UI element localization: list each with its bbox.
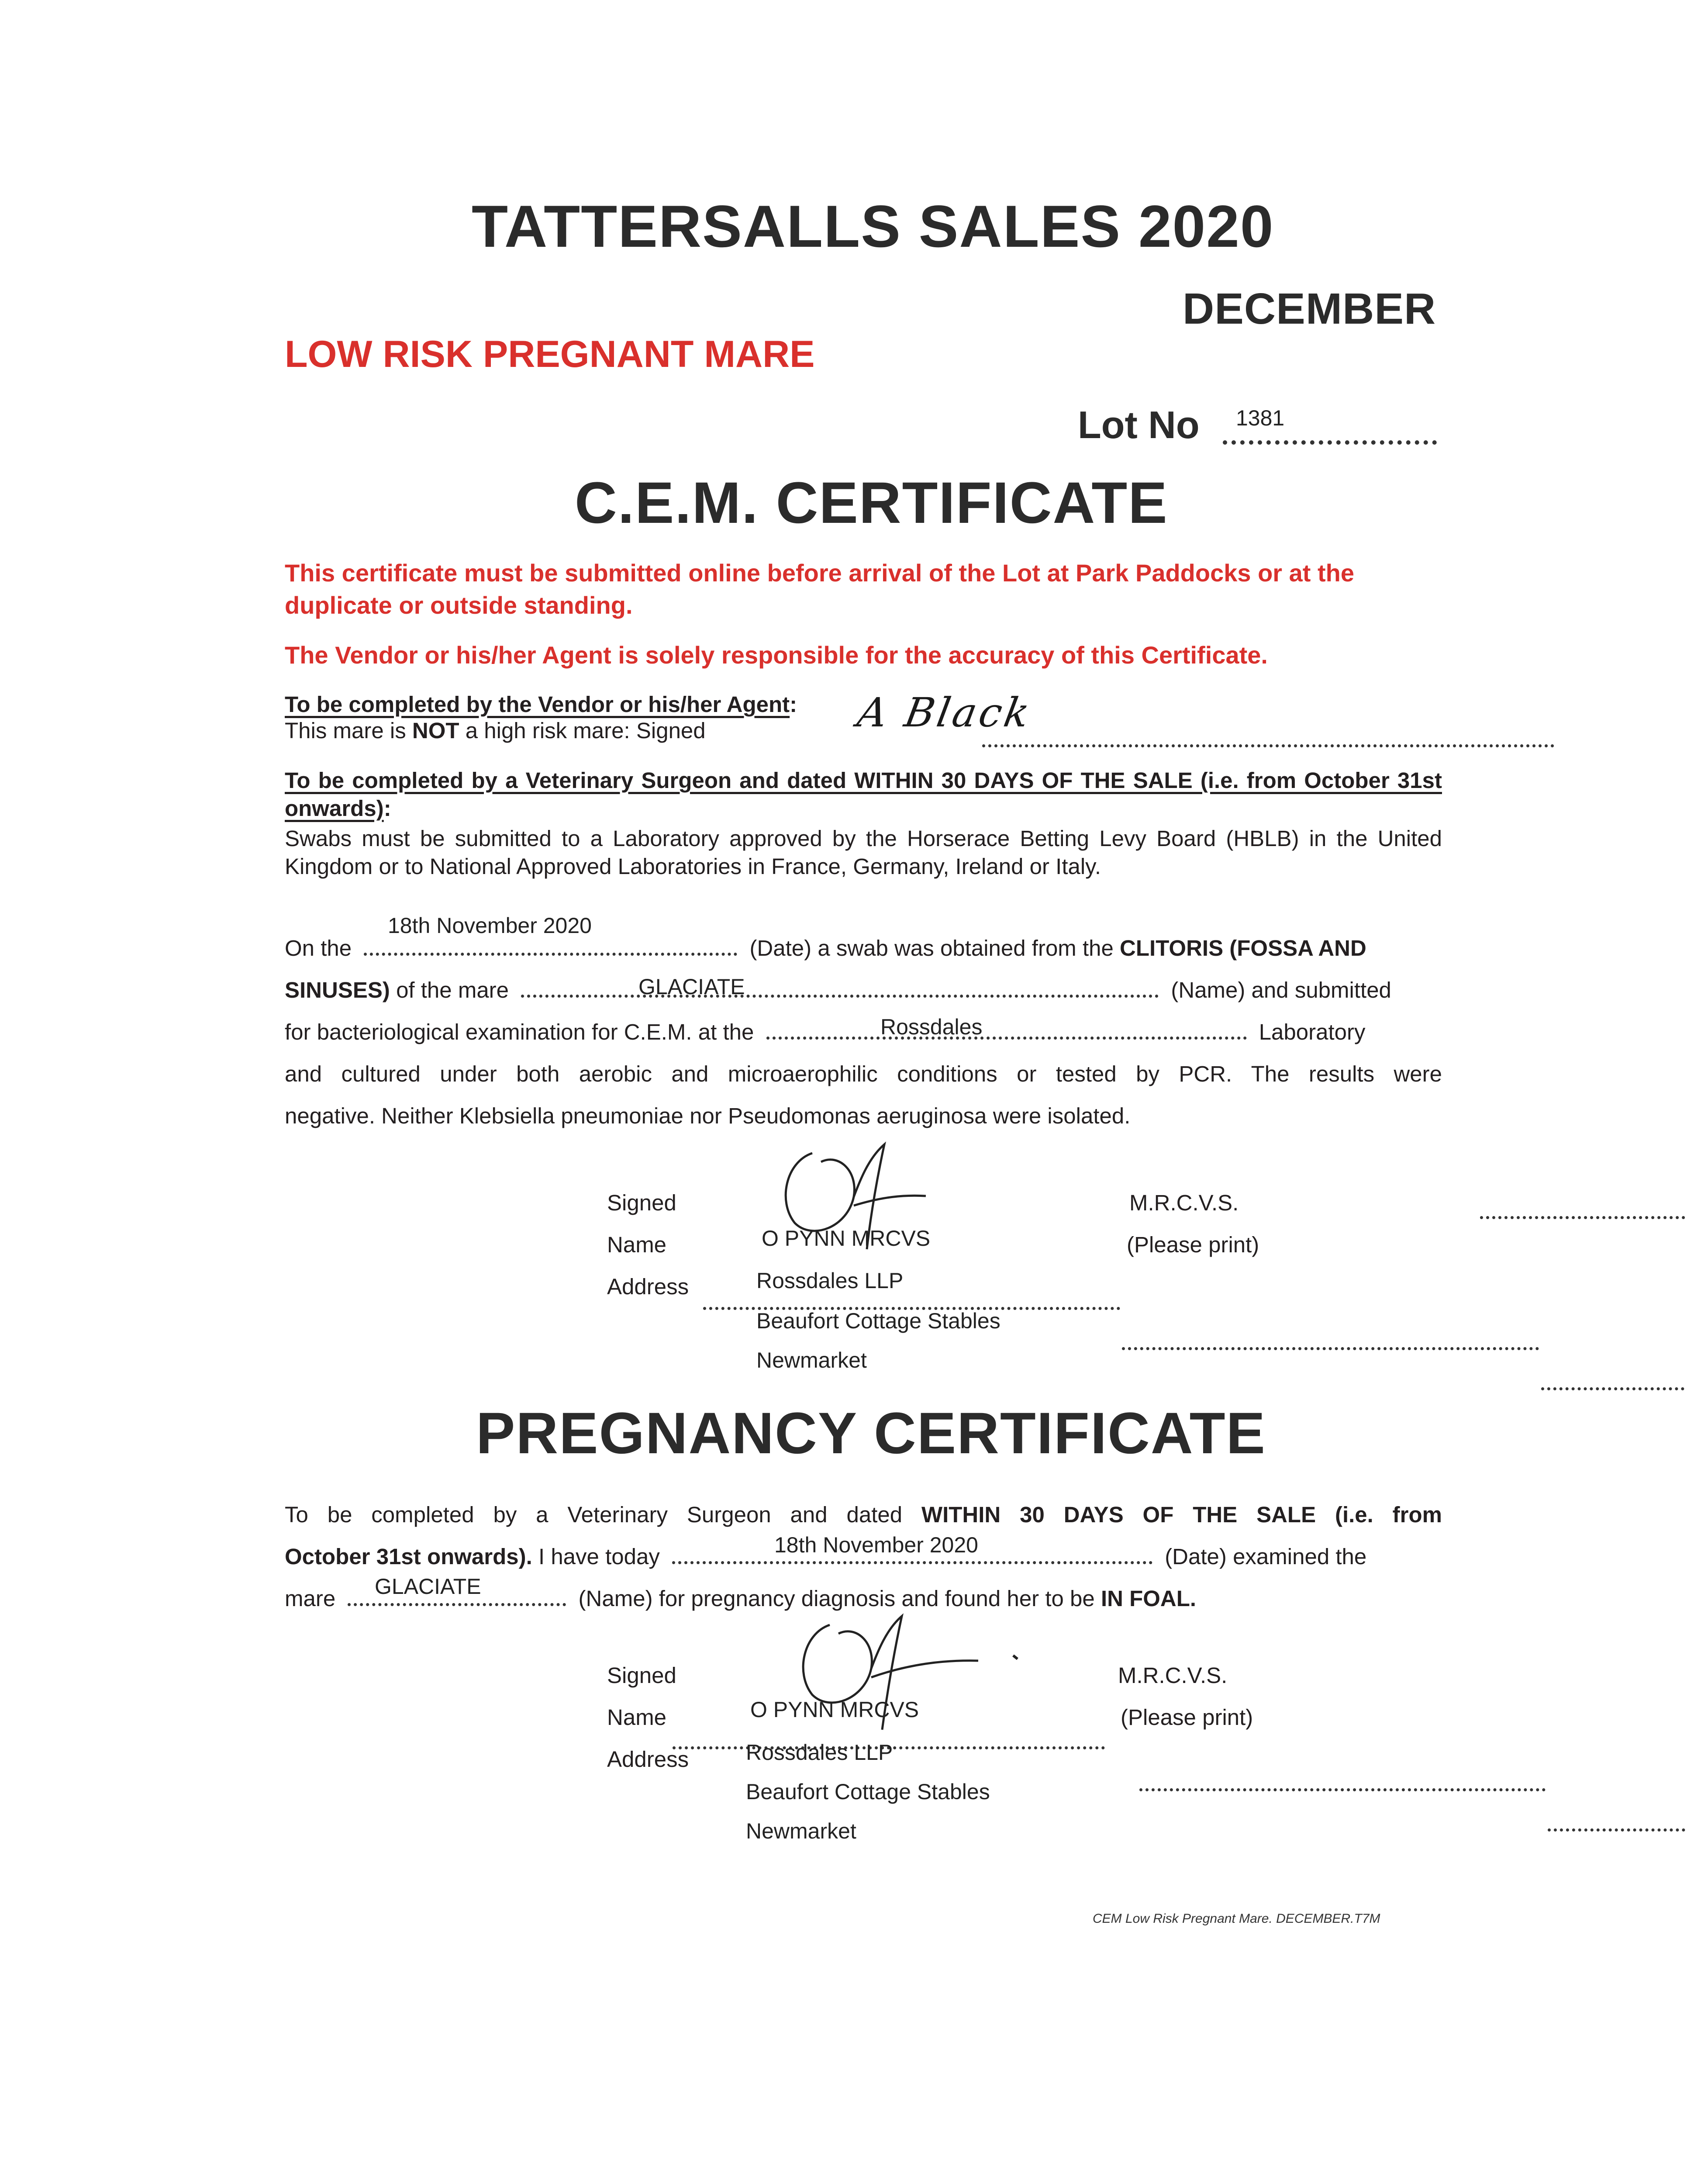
vendor-line-b: a high risk mare: Signed bbox=[465, 718, 706, 743]
cem-signed-label: Signed bbox=[607, 1190, 676, 1215]
vendor-line bbox=[285, 717, 706, 745]
preg-line-1-inner bbox=[285, 1501, 1442, 1529]
preg-address-dots-2 bbox=[1548, 1828, 1687, 1832]
clitoris: CLITORIS (FOSSA AND bbox=[1120, 936, 1366, 961]
vendor-heading-text: To be completed by the Vendor or his/her Agent bbox=[285, 692, 790, 717]
lot-dots bbox=[1223, 440, 1437, 445]
swab-text bbox=[285, 825, 1442, 881]
cem-lab-dots bbox=[766, 1036, 1247, 1040]
cem-address-1: Rossdales LLP bbox=[756, 1268, 904, 1293]
cem-title: C.E.M. CERTIFICATE bbox=[575, 470, 1168, 536]
lot-label: Lot No bbox=[1078, 403, 1200, 446]
form-code: CEM Low Risk Pregnant Mare. DECEMBER.T7M bbox=[1093, 1911, 1380, 1926]
on-the: On the bbox=[285, 936, 352, 961]
cem-mrcvs: M.R.C.V.S. bbox=[1129, 1190, 1239, 1215]
for-bact: for bacteriological examination for C.E.M. at the bbox=[285, 1019, 754, 1044]
vendor-sign-dots bbox=[982, 744, 1554, 747]
preg-line-1-a: To be completed by a Veterinary Surgeon and dated bbox=[285, 1502, 903, 1527]
cem-please-print: (Please print) bbox=[1127, 1232, 1259, 1257]
cem-address-dots-2 bbox=[1122, 1347, 1539, 1350]
preg-address-3: Newmarket bbox=[746, 1819, 856, 1843]
preg-line-2-c: (Date) examined the bbox=[1165, 1544, 1367, 1569]
cem-line-4 bbox=[285, 1060, 1442, 1088]
cem-date-dots bbox=[364, 952, 737, 956]
swab-text-content: Swabs must be submitted to a Laboratory approved by the Horserace Betting Levy Board (HBLB) in the United Kingdom or to National Approved Laboratories in France, Germany, Ireland or Italy. bbox=[285, 826, 1442, 879]
cem-signed-dots bbox=[1480, 1216, 1687, 1219]
cem-line-2 bbox=[285, 976, 1391, 1004]
cem-mare-value: GLACIATE bbox=[638, 975, 745, 999]
preg-line-2-b: I have today bbox=[538, 1544, 660, 1569]
preg-line-1 bbox=[285, 1501, 1442, 1529]
cem-mare-dots bbox=[521, 994, 1159, 998]
sale-month: DECEMBER bbox=[1183, 284, 1436, 333]
preg-please-print: (Please print) bbox=[1121, 1705, 1253, 1730]
cem-line-3 bbox=[285, 1018, 1366, 1046]
cem-date-value: 18th November 2020 bbox=[388, 913, 592, 938]
cem-line-1 bbox=[285, 934, 1442, 962]
cem-address-label: Address bbox=[607, 1274, 689, 1299]
preg-mrcvs: M.R.C.V.S. bbox=[1118, 1663, 1228, 1688]
lot-number: 1381 bbox=[1236, 406, 1285, 430]
cem-line-5: negative. Neither Klebsiella pneumoniae nor Pseudomonas aeruginosa were isolated. bbox=[285, 1103, 1131, 1128]
preg-address-2: Beaufort Cottage Stables bbox=[746, 1780, 990, 1804]
cem-vet-name: O PYNN MRCVS bbox=[762, 1226, 931, 1251]
of-the-mare: of the mare bbox=[396, 978, 509, 1002]
vendor-heading: To be completed by the Vendor or his/her Agent: bbox=[285, 692, 797, 717]
preg-address-1: Rossdales LLP bbox=[746, 1740, 893, 1765]
preg-line-3-a: mare bbox=[285, 1586, 336, 1611]
cem-address-3: Newmarket bbox=[756, 1348, 867, 1372]
preg-address-dots-1 bbox=[1139, 1788, 1546, 1791]
cem-address-dots-3 bbox=[1541, 1387, 1687, 1390]
preg-vet-name: O PYNN MRCVS bbox=[750, 1697, 919, 1722]
cem-address-2: Beaufort Cottage Stables bbox=[756, 1309, 1000, 1333]
vendor-line-not: NOT bbox=[412, 718, 459, 743]
vet-heading-text: To be completed by a Veterinary Surgeon and dated WITHIN 30 DAYS OF THE SALE (i.e. from October 31st onwards) bbox=[285, 768, 1442, 821]
preg-in-foal: IN FOAL. bbox=[1101, 1586, 1197, 1611]
preg-date-dots bbox=[672, 1561, 1152, 1564]
preg-line-3-b: (Name) for pregnancy diagnosis and found her to be bbox=[578, 1586, 1095, 1611]
preg-date-value: 18th November 2020 bbox=[774, 1533, 978, 1557]
pregnancy-title: PREGNANCY CERTIFICATE bbox=[476, 1401, 1266, 1466]
sinuses: SINUSES) bbox=[285, 978, 390, 1002]
category-label: LOW RISK PREGNANT MARE bbox=[285, 333, 815, 375]
swab-obtained: (Date) a swab was obtained from the bbox=[749, 936, 1114, 961]
cem-name-label: Name bbox=[607, 1232, 667, 1257]
notice-1-text: This certificate must be submitted online before arrival of the Lot at Park Paddocks or at the duplicate or outside standing. bbox=[285, 559, 1354, 619]
preg-line-3 bbox=[285, 1585, 1196, 1613]
preg-line-2-a: October 31st onwards). bbox=[285, 1544, 532, 1569]
preg-mare-dots bbox=[348, 1603, 566, 1606]
preg-line-1-b: WITHIN 30 DAYS OF THE SALE (i.e. from bbox=[921, 1502, 1442, 1527]
preg-mare-value: GLACIATE bbox=[375, 1574, 481, 1599]
preg-signed-label: Signed bbox=[607, 1663, 676, 1688]
preg-name-label: Name bbox=[607, 1705, 667, 1730]
cem-lab-value: Rossdales bbox=[880, 1015, 983, 1039]
name-submitted: (Name) and submitted bbox=[1171, 978, 1391, 1002]
vendor-line-a: This mare is bbox=[285, 718, 406, 743]
vendor-signature: A Black bbox=[854, 689, 1036, 736]
cultured: and cultured under both aerobic and microaerophilic conditions or tested by PCR. The results were bbox=[285, 1061, 1442, 1086]
notice-2: The Vendor or his/her Agent is solely responsible for the accuracy of this Certificate. bbox=[285, 641, 1268, 669]
notice-1 bbox=[285, 557, 1442, 622]
laboratory: Laboratory bbox=[1259, 1019, 1366, 1044]
main-title: TATTERSALLS SALES 2020 bbox=[472, 193, 1274, 259]
vet-heading: To be completed by a Veterinary Surgeon and dated WITHIN 30 DAYS OF THE SALE (i.e. from October 31st onwards): bbox=[285, 768, 1442, 821]
preg-line-2 bbox=[285, 1543, 1366, 1571]
preg-address-label: Address bbox=[607, 1747, 689, 1772]
